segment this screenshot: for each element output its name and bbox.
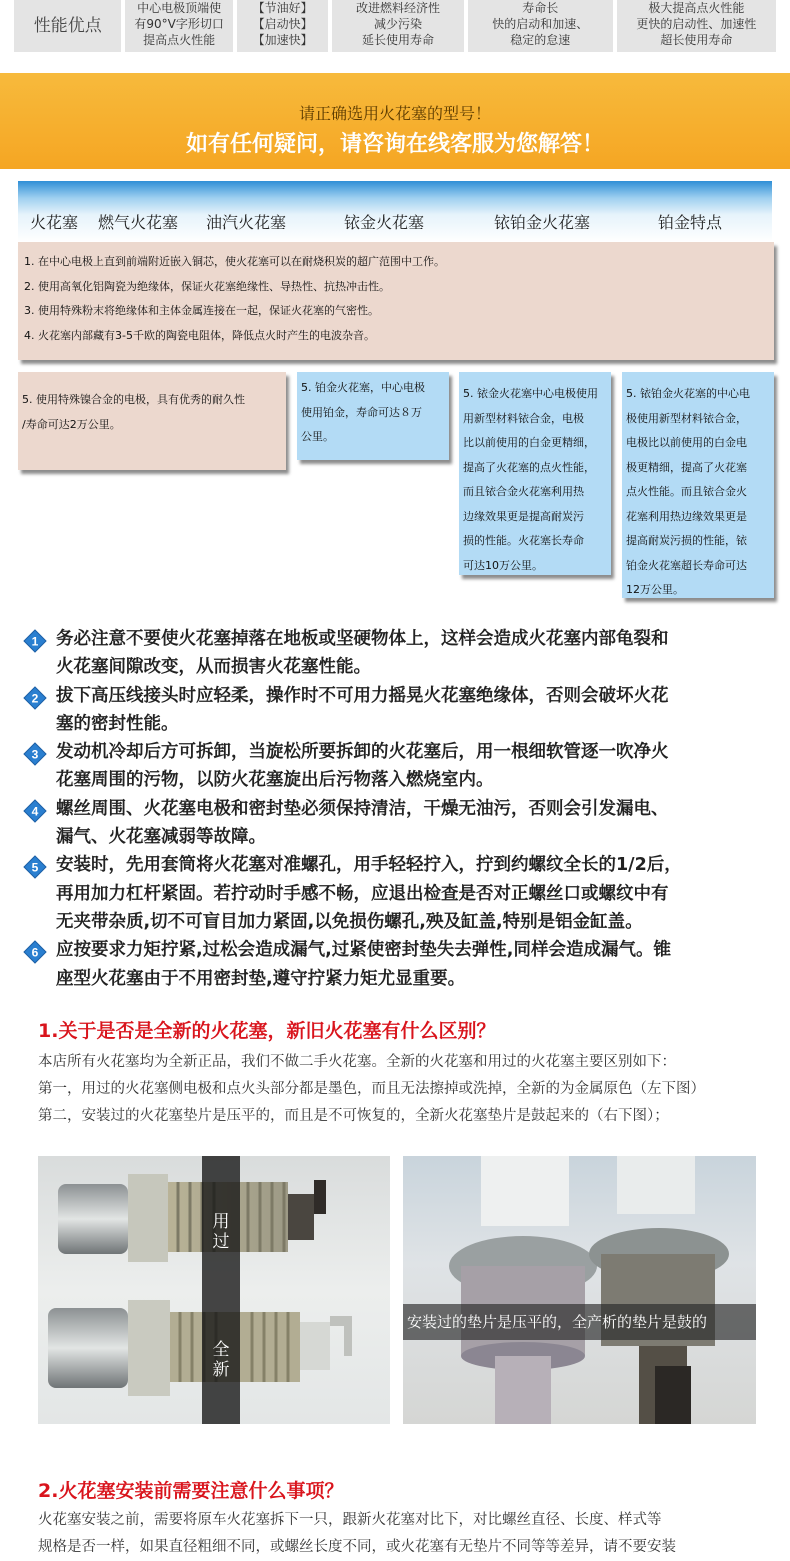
note-line: 应按要求力矩拧紧,过松会造成漏气,过紧使密封垫失去弹性,同样会造成漏气。锥: [56, 940, 671, 961]
notice-banner: [0, 73, 790, 169]
used-vs-new-spark-plug-photo: [38, 1156, 390, 1424]
tab-iridium-platinum-spark-plug[interactable]: 铱铂金火花塞: [494, 213, 591, 232]
section2-title: 2.火花塞安装前需要注意什么事项？: [38, 1480, 344, 1502]
tab-spark-plug[interactable]: 火花塞: [30, 213, 79, 232]
tab-oil-gas-spark-plug[interactable]: 油汽火花塞: [206, 213, 287, 232]
note-line: 漏气、火花塞减弱等故障。: [56, 827, 266, 848]
tab-gas-spark-plug[interactable]: 燃气火花塞: [98, 213, 179, 232]
note-line: 再用加力杠杆紧固。若拧动时手感不畅，应退出检查是否对正螺丝口或螺纹中有: [56, 883, 669, 904]
perf-text: 【节油好】: [252, 1, 313, 15]
note-item: [22, 851, 782, 936]
svg-text:5: 5: [31, 860, 39, 875]
card-line: 花塞利用热边缘效果更是: [626, 509, 747, 523]
blue-diamond-number-icon: [23, 742, 47, 766]
performance-col1: [125, 0, 232, 52]
card-line: 5. 铂金火花塞，中心电极: [301, 381, 425, 394]
section1-paragraph: [38, 1049, 705, 1130]
section2-line: 火花塞安装之前，需要将原车火花塞拆下一只，跟新火花塞对比下，对比螺丝直径、长度、样式等: [38, 1512, 662, 1528]
card-line: 5. 铱铂金火花塞的中心电: [626, 387, 750, 400]
performance-col5: [617, 0, 776, 52]
gasket-illustration: [403, 1156, 756, 1424]
svg-text:1: 1: [31, 634, 39, 649]
perf-text: 快的启动和加速、: [492, 17, 589, 31]
section1-title: 1.关于是否是全新的火花塞，新旧火花塞有什么区别？: [38, 1020, 496, 1042]
spark-plug-type-tabs: [18, 181, 772, 242]
card-line: 铂金火花塞超长寿命可达: [626, 558, 747, 572]
card-line: 5. 使用特殊镍合金的电极，具有优秀的耐久性: [22, 393, 245, 406]
perf-text: 寿命长: [522, 1, 559, 15]
note-item: [22, 738, 782, 795]
section1-line: 第二，安装过的火花塞垫片是压平的，而且是不可恢复的，全新火花塞垫片是鼓起来的（右下图）；: [38, 1108, 669, 1124]
note-item: [22, 625, 782, 682]
performance-col2: [237, 0, 329, 52]
gasket-caption: 安装过的垫片是压平的，全产析的垫片是鼓的: [403, 1304, 756, 1340]
note-line: 无夹带杂质,切不可盲目加力紧固,以免损伤螺孔,殃及缸盖,特别是铝金缸盖。: [56, 911, 643, 932]
tab-platinum-features[interactable]: 铂金特点: [658, 213, 723, 232]
card-line: 5. 铱金火花塞中心电极使用: [463, 387, 598, 400]
svg-text:3: 3: [31, 747, 39, 762]
perf-text: 有90°V字形切口: [134, 17, 224, 31]
perf-text: 延长使用寿命: [361, 33, 434, 47]
performance-header-label: 性能优点: [33, 16, 102, 36]
note-line: 座型火花塞由于不用密封垫,遵守拧紧力矩尤显重要。: [56, 968, 466, 989]
note-line: 务必注意不要使火花塞掉落在地板或坚硬物体上，这样会造成火花塞内部龟裂和: [56, 629, 669, 649]
card-line: 损的性能。火花塞长寿命: [463, 534, 584, 547]
perf-text: 【启动快】: [252, 17, 313, 31]
perf-text: 中心电极顶端使: [137, 1, 222, 15]
note-line: 花塞周围的污物，以防火花塞旋出后污物落入燃烧室内。: [56, 770, 494, 791]
tab-iridium-spark-plug[interactable]: 铱金火花塞: [344, 213, 425, 232]
card-nickel: [18, 372, 286, 470]
performance-col4: [468, 0, 613, 52]
card-line: 使用铂金，寿命可达８万: [301, 405, 422, 419]
card-line: /寿命可达2万公里。: [22, 417, 121, 431]
card-line: 点火性能。而且铱合金火: [626, 485, 747, 498]
card-line: 公里。: [301, 430, 334, 443]
feature-point: 1. 在中心电极上直到前端附近嵌入铜芯，使火花塞可以在耐烧积炭的超广范围中工作。: [24, 255, 445, 268]
note-line: 火花塞间隙改变，从而损害火花塞性能。: [56, 657, 371, 678]
card-line: 12万公里。: [626, 583, 684, 596]
card-line: 极更精细，提高了火花塞: [626, 460, 747, 474]
new-label: 全新: [212, 1340, 230, 1380]
performance-header: [14, 0, 121, 52]
card-line: 比以前使用的白金更精细，: [463, 436, 595, 449]
banner-line2: 如有任何疑问，请咨询在线客服为您解答！: [185, 132, 604, 157]
feature-point: 2. 使用高氧化铝陶瓷为绝缘体，保证火花塞绝缘性、导热性、抗热冲击性。: [24, 279, 390, 293]
card-line: 电极比以前使用的白金电: [626, 436, 747, 449]
perf-text: 极大提高点火性能: [648, 1, 745, 15]
card-line: 提高了火花塞的点火性能，: [463, 460, 595, 474]
card-line: 而且铱合金火花塞利用热: [463, 485, 584, 498]
note-line: 塞的密封性能。: [56, 713, 179, 734]
used-label: 用过: [212, 1212, 230, 1252]
perf-text: 改进燃料经济性: [355, 1, 440, 15]
blue-diamond-number-icon: [23, 940, 47, 964]
note-line: 安装时，先用套筒将火花塞对准螺孔，用手轻轻拧入，拧到约螺纹全长的1/2后，: [56, 855, 682, 876]
svg-text:6: 6: [31, 945, 39, 960]
perf-text: 提高点火性能: [143, 33, 216, 47]
feature-point: 4. 火花塞内部藏有3-5千欧的陶瓷电阻体，降低点火时产生的电波杂音。: [24, 328, 375, 342]
banner-line1: 请正确选用火花塞的型号！: [298, 104, 491, 123]
card-platinum: [297, 372, 449, 460]
feature-point: 3. 使用特殊粉末将绝缘体和主体金属连接在一起，保证火花塞的气密性。: [24, 304, 379, 317]
card-line: 用新型材料铱合金，电极: [463, 411, 584, 425]
note-item: [22, 682, 782, 739]
perf-text: 更快的启动性、加速性: [636, 17, 757, 31]
card-iridium-platinum: [622, 372, 774, 598]
perf-text: 超长使用寿命: [660, 33, 733, 47]
perf-text: 稳定的怠速: [510, 33, 571, 47]
blue-diamond-number-icon: [23, 629, 47, 653]
blue-diamond-number-icon: [23, 799, 47, 823]
card-line: 提高耐炭污损的性能，铱: [626, 534, 747, 547]
note-line: 发动机冷却后方可拆卸，当旋松所要拆卸的火花塞后，用一根细软管逐一吹净火: [56, 742, 669, 763]
svg-text:2: 2: [31, 691, 39, 706]
section1-line: 第一，用过的火花塞侧电极和点火头部分都是墨色，而且无法擦掉或洗掉，全新的为金属原色（左下图）: [38, 1081, 705, 1097]
common-features-box: [18, 242, 774, 360]
perf-text: 减少污染: [373, 17, 422, 31]
used-label-band: [202, 1156, 240, 1424]
note-item: [22, 795, 782, 852]
blue-diamond-number-icon: [23, 686, 47, 710]
section2-line: 规格是否一样，如果直径粗细不同，或螺丝长度不同，或火花塞有无垫片不同等等差异，请不要安装: [38, 1539, 676, 1555]
gasket-comparison-photo: [403, 1156, 756, 1424]
performance-table: [14, 0, 776, 52]
installation-notes: [22, 625, 782, 993]
section2-paragraph: [38, 1507, 676, 1561]
perf-text: 【加速快】: [252, 33, 313, 47]
note-line: 拔下高压线接头时应轻柔，操作时不可用力摇晃火花塞绝缘体，否则会破坏火花: [56, 685, 669, 706]
section1-line: 本店所有火花塞均为全新正品，我们不做二手火花塞。全新的火花塞和用过的火花塞主要区别如下：: [38, 1054, 676, 1070]
card-line: 可达10万公里。: [463, 558, 543, 572]
note-line: 螺丝周围、火花塞电极和密封垫必须保持清洁，干燥无油污，否则会引发漏电、: [56, 798, 669, 819]
blue-diamond-number-icon: [23, 855, 47, 879]
note-item: [22, 936, 782, 993]
card-line: 极使用新型材料铱合金，: [626, 411, 747, 425]
card-iridium: [459, 372, 611, 575]
performance-col3: [332, 0, 463, 52]
svg-text:4: 4: [31, 804, 39, 819]
card-line: 边缘效果更是提高耐炭污: [463, 509, 584, 523]
